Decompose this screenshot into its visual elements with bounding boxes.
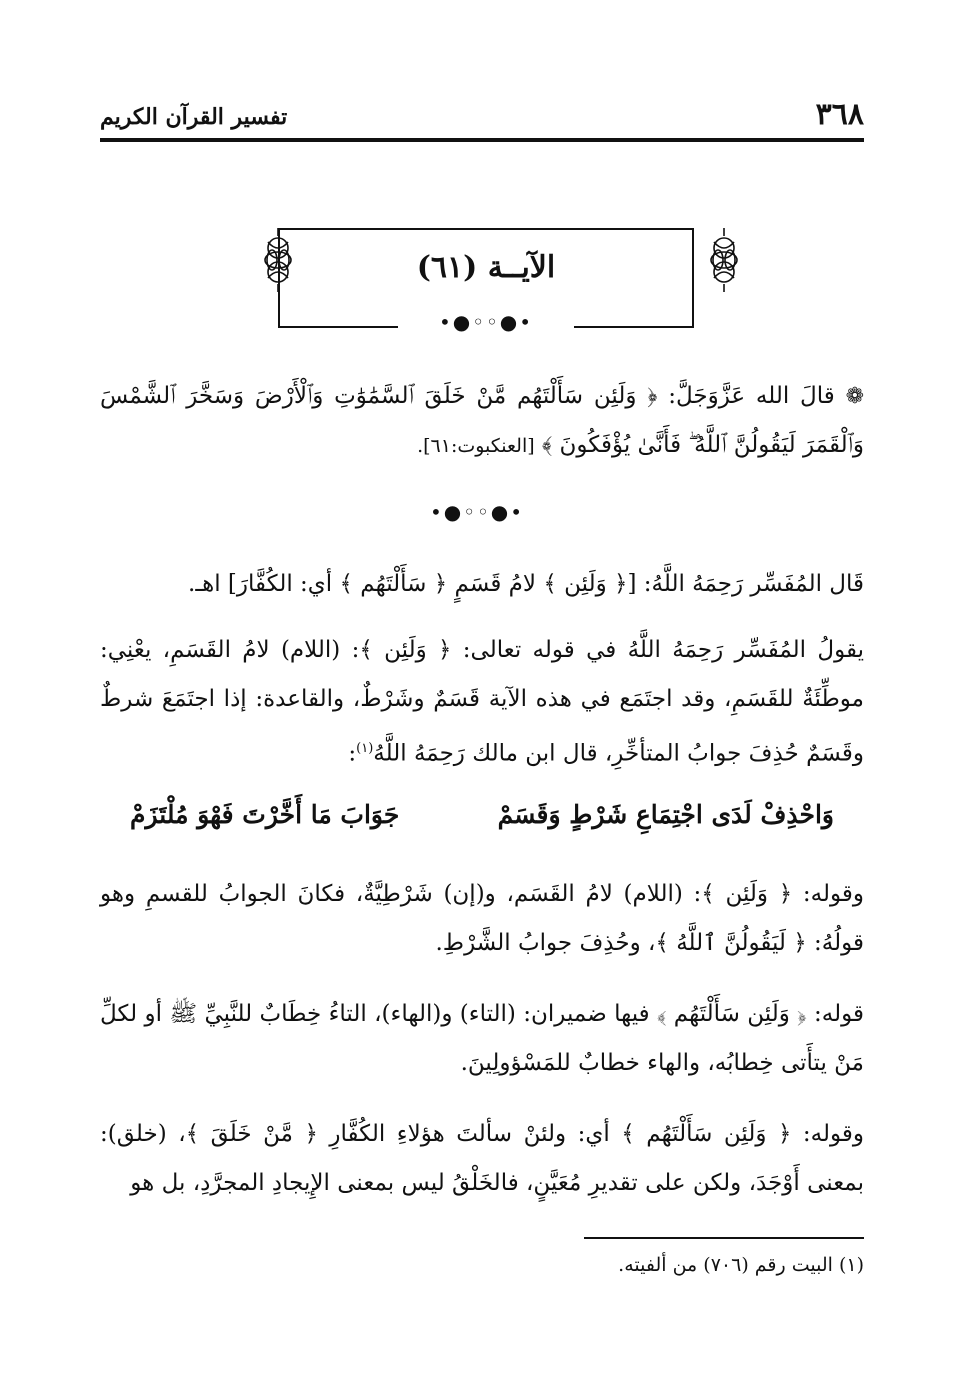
paragraph-text: يقولُ المُفَسِّر رَحِمَهُ اللَّهُ في قوله تعالى: ﴿ وَلَئِن ﴾: (اللام) لامُ القَسَمِ، يعْنِي: موطِّئَةٌ للقَسَمِ، وقد اجتَمَع في هذه الآية قَسَمٌ وشَرْطٌ، والقاعدة: إذا اجتَمَعَ شرطٌ وقَسَمٌ حُذِفَ جوابُ المتأخِّرِ، قال ابن مالك رَحِمَهُ اللَّهُ bbox=[100, 637, 864, 767]
page-number: ٣٦٨ bbox=[815, 97, 864, 132]
header-rule bbox=[100, 138, 864, 142]
paragraph: وقوله: ﴿ وَلَئِن سَأَلْتَهُم ﴾ أي: ولئنْ سألتَ هؤلاءِ الكُفَّارِ ﴿ مَّنْ خَلَقَ ﴾، (خلق): بمعنى أَوْجَدَ، ولكن على تقديرِ مُعَيَّنٍ، فالخَلْقُ ليس بمعنى الإِيجادِ المجرَّدِ، بل هو bbox=[100, 1121, 864, 1196]
running-title: تفسير القرآن الكريم bbox=[100, 104, 288, 130]
poem-hemistich-first: وَاحْذِفْ لَدَى اجْتِمَاعِ شَرْطٍ وَقَسَمْ bbox=[497, 800, 834, 829]
ornamental-separator: •●◦◦●• bbox=[429, 500, 525, 524]
ornamental-separator: •●◦◦●• bbox=[438, 310, 534, 334]
quran-verse: ﴿ وَلَئِن سَأَلْتَهُم مَّنْ خَلَقَ ٱلسَّمَٰوَٰتِ وَٱلْأَرْضَ وَسَخَّرَ ٱلشَّمْسَ وَٱلْقَمَرَ لَيَقُولُنَّ ٱللَّهُ ۖ فَأَنَّىٰ يُؤْفَكُونَ ﴾ bbox=[100, 383, 864, 458]
verse-reference: [العنكبوت:٦١]. bbox=[417, 435, 535, 457]
flower-icon: ❁ bbox=[845, 384, 864, 409]
ayah-title: الآيــة (٦١) bbox=[416, 250, 556, 285]
ornament-knot-icon bbox=[262, 228, 264, 292]
verse-lead: قالَ الله عَزَّوَجَلَّ: bbox=[668, 383, 835, 409]
footnote-rule bbox=[584, 1237, 864, 1239]
frame-top-line bbox=[278, 228, 694, 230]
paragraph: قَال المُفَسِّر رَحِمَهُ اللَّهُ: [﴿ وَلَئِن ﴾ لامُ قَسَمٍ ﴿ سَأَلْتَهُم ﴾ أي: الكُفَّارَ] اهـ. bbox=[188, 571, 864, 597]
paragraph: قوله: ﴿ وَلَئِن سَأَلْتَهُم ﴾ فيها ضميران: (التاء) و(الهاء)، التاءُ خِطَابٌ للنَّبِيِّ ﷺ أو لكلِّ مَنْ يتأَتى خِطابُه، والهاء خطابٌ للمَسْؤولِينَ. bbox=[100, 1001, 864, 1076]
paragraph-end: : bbox=[348, 740, 357, 767]
poem-hemistich-second: جَوَابَ مَا أَخَّرْتَ فَهْوَ مُلْتَزَمْ bbox=[130, 800, 400, 829]
paragraph: وقوله: ﴿ وَلَئِن ﴾: (اللام) لامُ القَسَم، و(إن) شَرْطِيَّةٌ، فكانَ الجوابُ للقسمِ وهو قولُهُ: ﴿ لَيَقُولُنَّ ٱللَّهُ ﴾، وحُذِفَ جوابُ الشَّرْطِ. bbox=[100, 881, 864, 956]
ornament-knot-icon bbox=[708, 228, 710, 292]
ayah-heading-frame bbox=[278, 228, 694, 334]
poem-verse bbox=[130, 800, 834, 829]
running-header bbox=[100, 92, 864, 136]
paragraph bbox=[100, 626, 864, 779]
verse-block bbox=[100, 372, 864, 471]
footnote: (١) البيت رقم (٧٠٦) من ألفيته. bbox=[618, 1254, 864, 1276]
footnote-marker: (١) bbox=[356, 741, 374, 756]
